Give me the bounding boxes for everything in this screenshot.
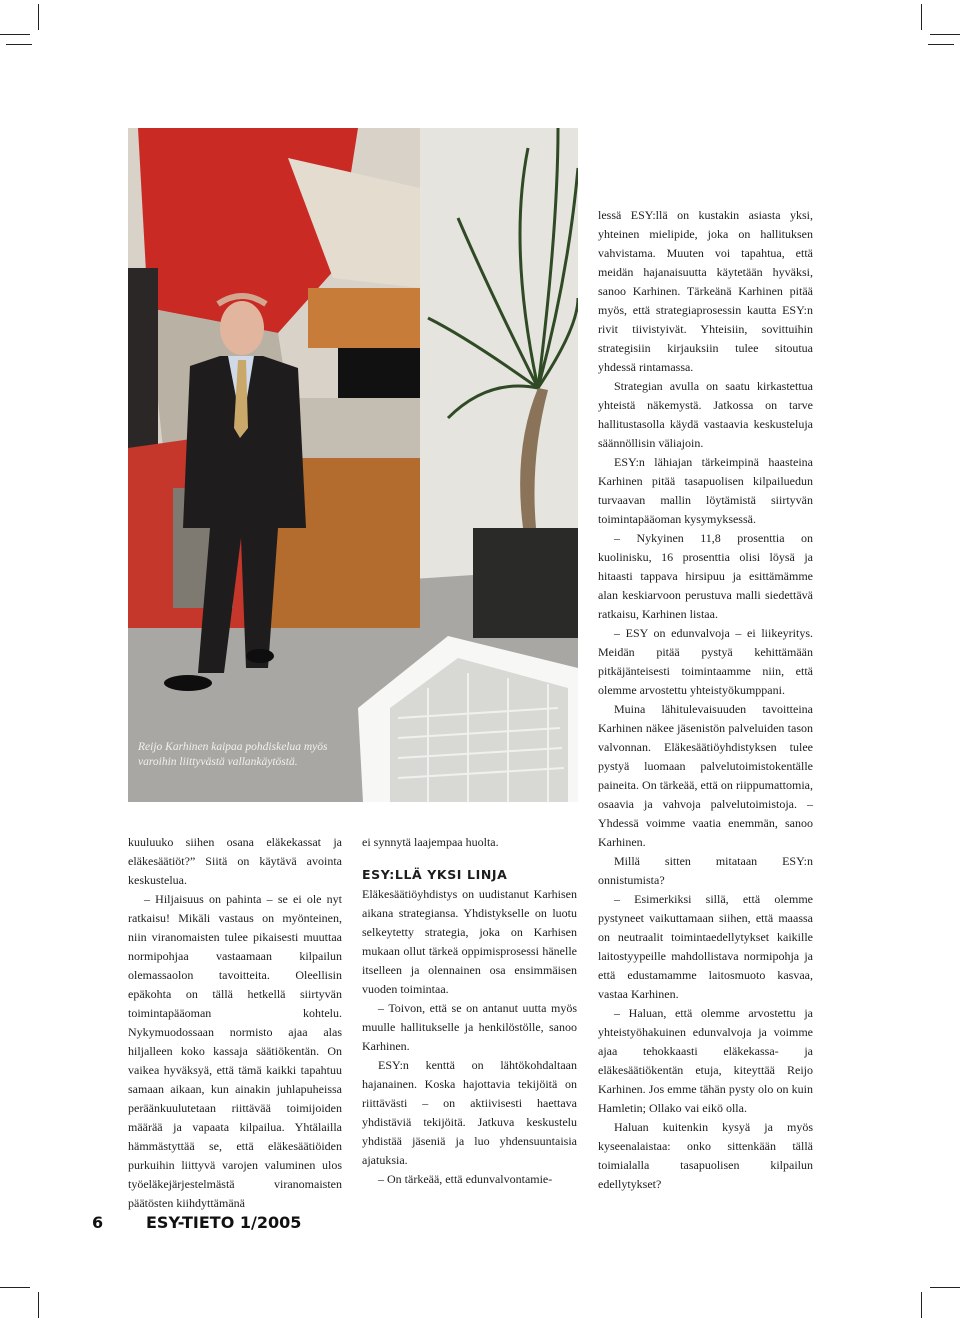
paragraph: ESY:n kenttä on lähtökohdaltaan hajanainen. Koska hajottavia tekijöitä on riittävästi – on aktiivisesti haettava yhdistäviä tekijöitä. Jatkuva keskustelu yhdistää jäseniä ja luo yhdensuuntaisia ajatuksia. bbox=[362, 1058, 577, 1167]
article-column-2 bbox=[362, 833, 577, 1189]
crop-mark bbox=[921, 4, 922, 30]
paragraph: – Hiljaisuus on pahinta – se ei ole nyt ratkaisu! Mikäli vastaus on myönteinen, niin viranomaisten tulee pikaisesti muuttaa normipohjaa vastaamaan kilpailun olemassaolon tavoitteita. Oleellisin epäkohta on tällä hetkellä siirtyvän toimintapääoman kohtelu. Nykymuodossaan normisto ajaa alas hiljalleen koko kassaja säätiökentän. On vaikea hyväksyä, että tämä kaikki tapahtuu samaan aikaan, kun ainakin juhlapuheissa peräänkuulutetaan riittävää toimijoiden määrää ja vapaata kilpailua. Yhtälailla hämmästyttää se, että eläkesäätiöiden purkuihin liittyvä varojen valuminen ulos työeläkejärjestelmästä viranomaisten päätösten kiihdyttämänä bbox=[128, 892, 342, 1210]
crop-mark bbox=[928, 44, 954, 45]
publication-name: ESY-TIETO 1/2005 bbox=[146, 1213, 302, 1232]
paragraph: Muina lähitulevaisuuden tavoitteina Karhinen näkee jäsenistön palveluiden tason valvonnan. Eläkesäätiöyhdistyksen tulee pystyä luomaan palvelutoimistokentälle paineita. On tärkeää, että on riippumattomia, osaavia ja vahvoja palvelutoimistoja. –Yhdessä voimme vaatia enemmän, sanoo Karhinen. bbox=[598, 702, 813, 849]
paragraph: – Nykyinen 11,8 prosenttia on kuolinisku, 16 prosenttia olisi löysä ja hitaasti tappava hirsipuu ja esittämämme alan keskiarvoon perustuva malli siedettävä ratkaisu, Karhinen listaa. bbox=[598, 531, 813, 621]
article-column-3 bbox=[598, 206, 813, 1194]
paragraph: lessä ESY:llä on kustakin asiasta yksi, yhteinen mielipide, joka on hallituksen vahvistama. Muuten voi tapahtua, että meidän hajanaisuutta käytetään hyväksi, sanoo Karhinen. Tärkeänä Karhinen pitää myös, että strategiaprosessin kautta ESY:n rivit tiivistyivät. Yhteisiin, sovittuihin strategisiin kirjauksiin tulee sitoutua yhdessä rintamassa. bbox=[598, 208, 813, 374]
crop-mark bbox=[6, 44, 32, 45]
paragraph: – Haluan, että olemme arvostettu ja yhteistyöhakuinen edunvalvoja ja voimme ajaa tehokkaasti eläkekassa- ja eläkesäätiökentän etuja, kiteyttää Reijo Karhinen. Jos emme tähän pysty olo on kuin Hamletin; Ollako vai eikö olla. bbox=[598, 1006, 813, 1115]
article-column-1 bbox=[128, 833, 342, 1213]
paragraph: ei synnytä laajempaa huolta. bbox=[362, 835, 499, 849]
paragraph: – ESY on edunvalvoja – ei liikeyritys. Meidän pitää pystyä kehittämään pitkäjänteisesti toimintaamme niin, että olemme arvostettu yhteistyökumppani. bbox=[598, 626, 813, 697]
paragraph: Millä sitten mitataan ESY:n onnistumista? bbox=[598, 854, 813, 887]
paragraph: – On tärkeää, että edunvalvontamie- bbox=[378, 1172, 553, 1186]
page-number: 6 bbox=[92, 1213, 104, 1232]
paragraph: Strategian avulla on saatu kirkastettua yhteistä näkemystä. Jatkossa on tarve hallitustasolla käydä vastaavia keskusteluja säännöllisin väliajoin. bbox=[598, 379, 813, 450]
crop-mark bbox=[930, 1287, 960, 1288]
crop-mark bbox=[0, 1287, 30, 1288]
page-footer bbox=[92, 1213, 301, 1232]
paragraph: Haluan kuitenkin kysyä ja myös kyseenalaistaa: onko sittenkään tällä toimialalla tasapuolisen kilpailun edellytykset? bbox=[598, 1120, 813, 1191]
paragraph: – Toivon, että se on antanut uutta myös muulle hallitukselle ja henkilöstölle, sanoo Karhinen. bbox=[362, 1001, 577, 1053]
crop-mark bbox=[38, 4, 39, 30]
photo-illustration bbox=[128, 128, 578, 802]
article-photo bbox=[128, 128, 578, 802]
crop-mark bbox=[38, 1292, 39, 1318]
crop-mark bbox=[921, 1292, 922, 1318]
paragraph: ESY:n lähiajan tärkeimpinä haasteina Karhinen pitää tasapuolisen kilpailuedun turvaavan mallin löytämistä siirtyvän toimintapääoman kysymyksessä. bbox=[598, 455, 813, 526]
section-heading: ESY:LLÄ YKSI LINJA bbox=[362, 867, 508, 882]
photo-caption: Reijo Karhinen kaipaa pohdiskelua myös varoihin liittyvästä vallankäytöstä. bbox=[138, 741, 328, 768]
crop-mark bbox=[930, 34, 960, 35]
paragraph: Eläkesäätiöyhdistys on uudistanut Karhisen aikana strategiansa. Yhdistykselle on luotu selkeytetty strategia, joka on Karhisen mukaan ollut tärkeä oppimisprosessi hänelle itselleen ja olennainen osa ensimmäisen vuoden toimintaa. bbox=[362, 887, 577, 996]
paragraph: – Esimerkiksi sillä, että olemme pystyneet vaikuttamaan siihen, että maassa on neutraalit toimintaedellytykset kaikille laitostyypeille mahdollistava normipohja ja että edustamamme laitosmuoto kasvaa, vastaa Karhinen. bbox=[598, 892, 813, 1001]
crop-mark bbox=[0, 34, 30, 35]
paragraph: kuuluuko siihen osana eläkekassat ja eläkesäätiöt?” Siitä on käytävä avointa keskustelua. bbox=[128, 835, 342, 887]
